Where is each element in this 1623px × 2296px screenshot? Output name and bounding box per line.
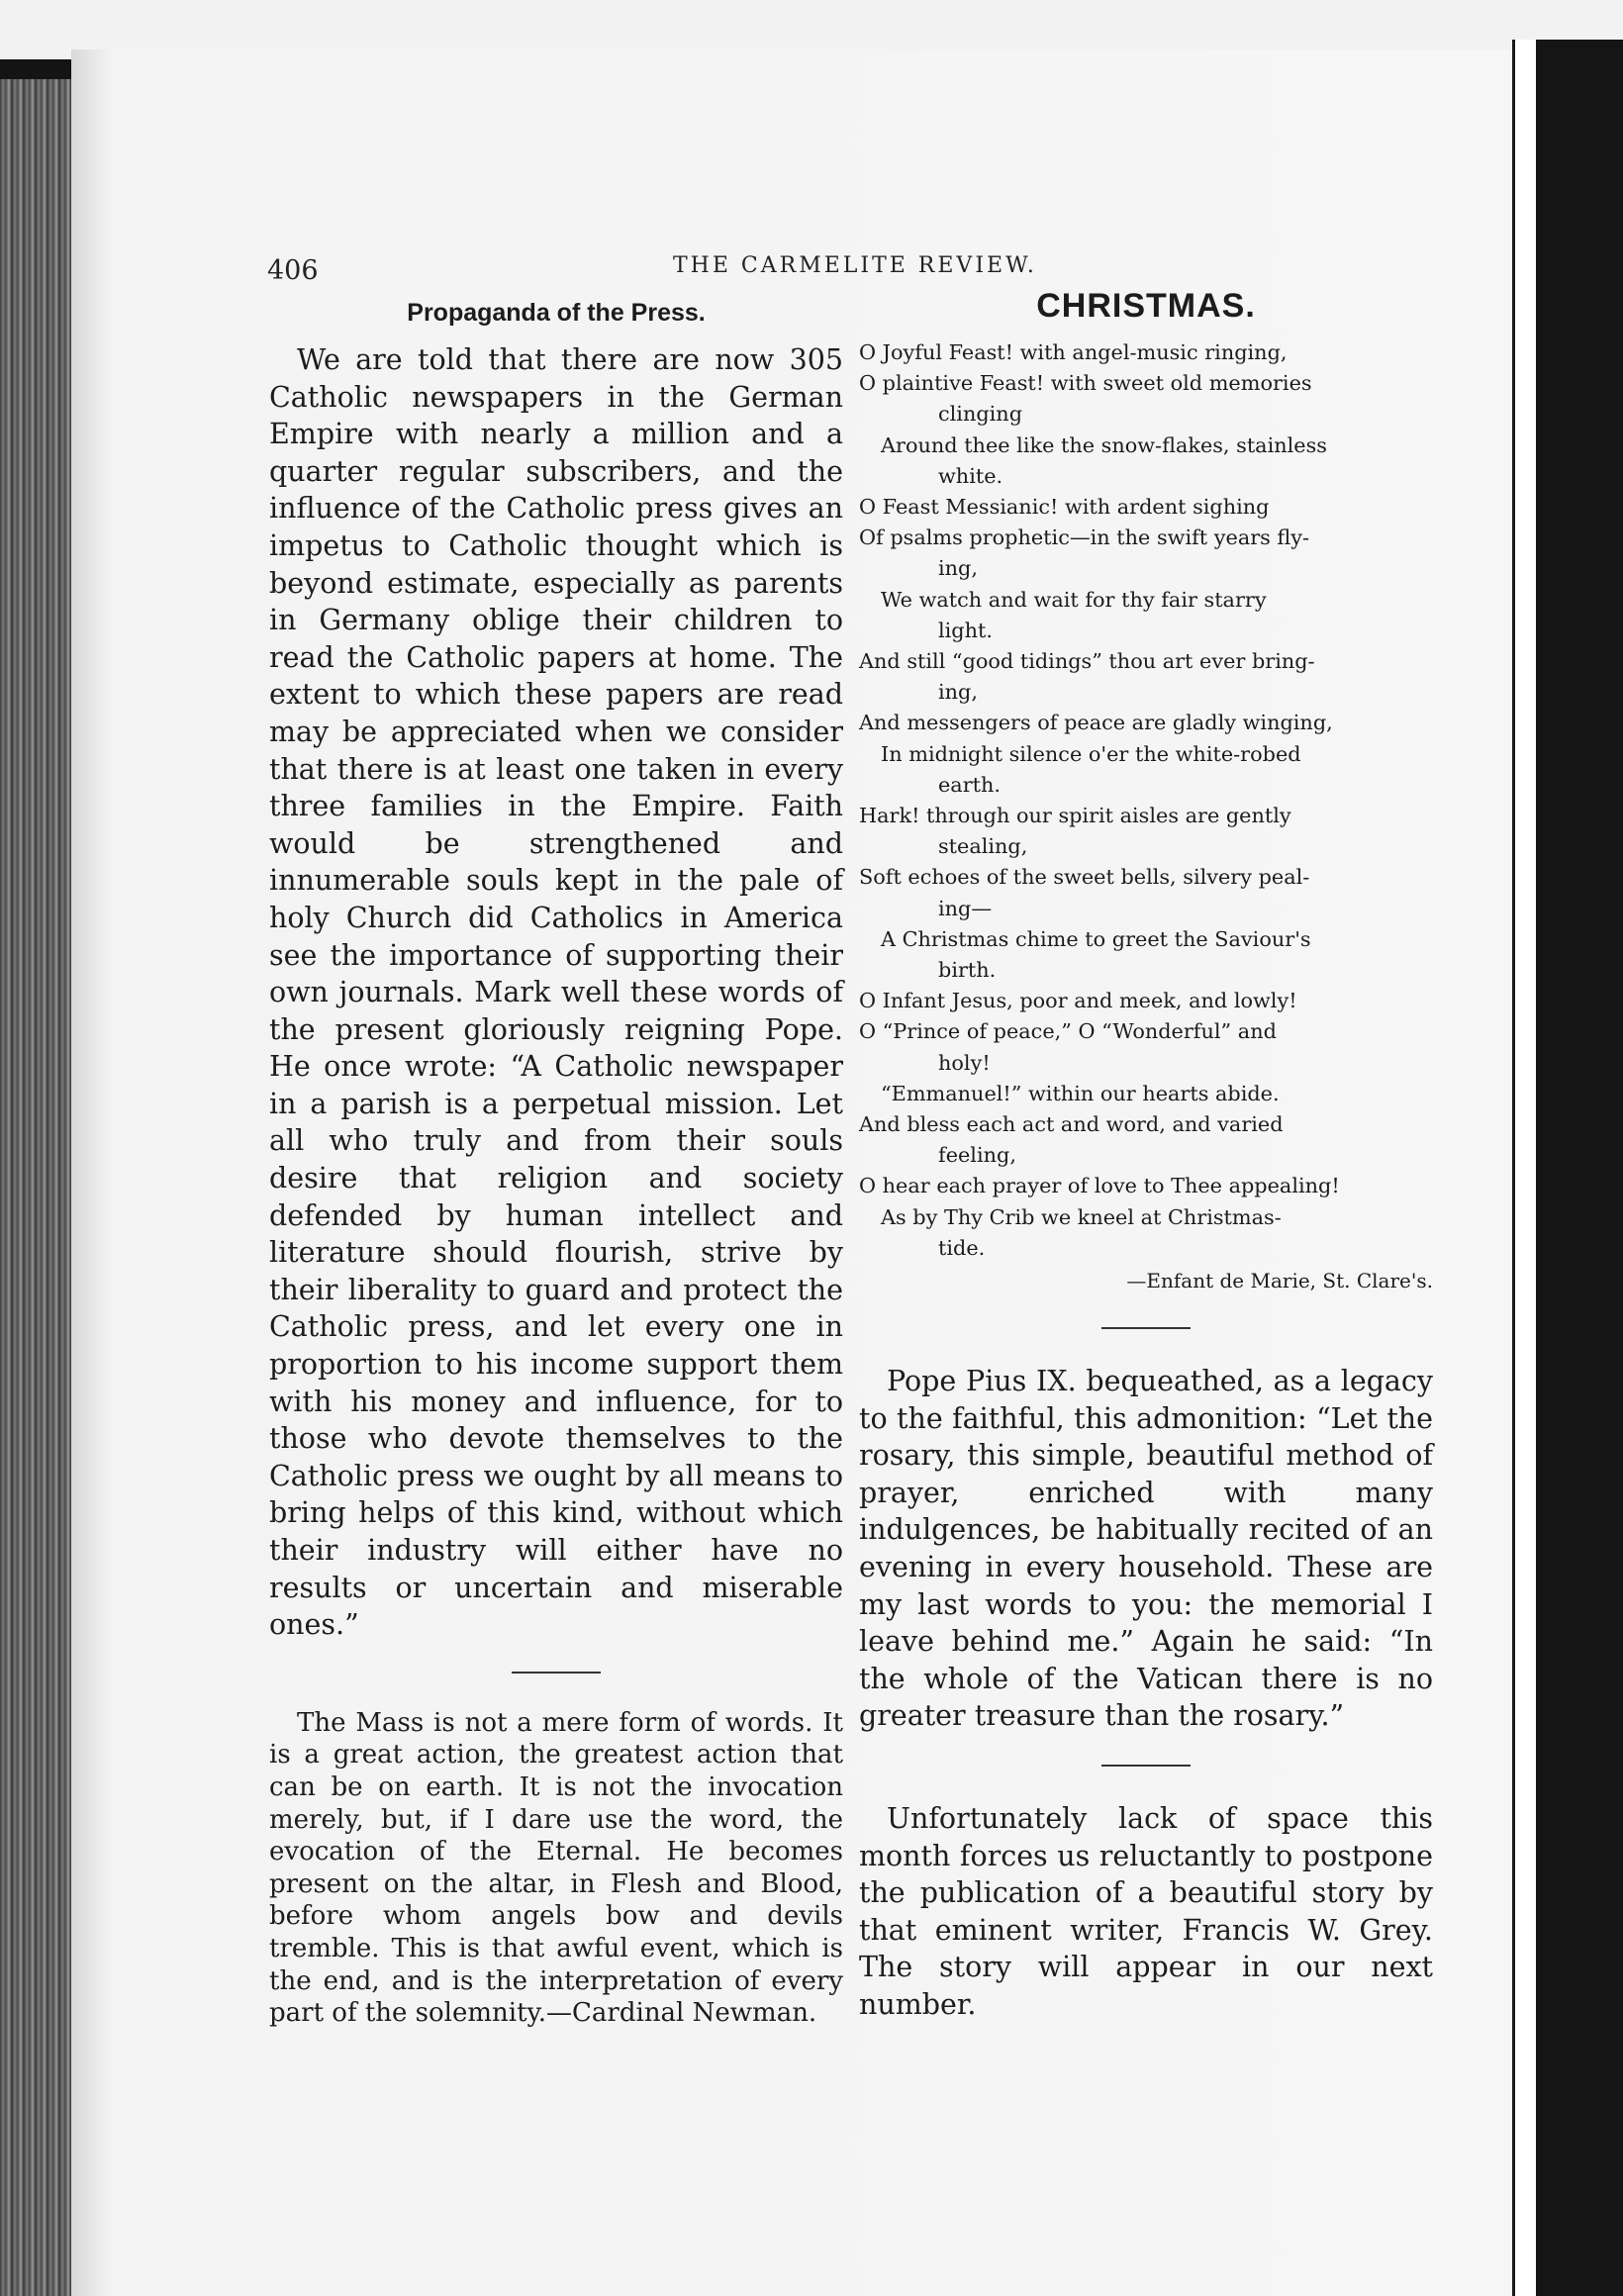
poem-line: stealing, <box>938 834 1028 859</box>
left-column <box>269 299 843 2030</box>
poem-line: In midnight silence o'er the white-robed <box>881 741 1301 766</box>
article-heading-propaganda: Propaganda of the Press. <box>407 299 706 327</box>
facing-page-edge <box>1512 40 1539 2296</box>
poem-line: O Feast Messianic! with ardent sighing <box>859 495 1270 520</box>
poem-line: holy! <box>938 1050 991 1075</box>
propaganda-paragraph: We are told that there are now 305 Catholic newspapers in the German Empire with nearly a million and a quarter regular subscribers, and the influence of the Catholic press gives an impetus to Catholic thought which is beyond estimate, especially as parents in Germany oblige their children to read the Catholic papers at home. The extent to which these papers are read may be appreciated when we consider that there is at least one taken in every three families in the Empire. Faith would be strengthened and innumerable souls kept in the pale of holy Church did Catholics in America see the importance of supporting their own journals. Mark well these words of the present gloriously reigning Pope. He once wrote: “A Catholic newspaper in a parish is a perpetual mission. Let all who truly and from their souls desire that religion and society defended by human intellect and literature should flourish, strive by their liberality to guard and protect the Catholic press, and let every one in proportion to his income support them with his money and influence, for to those who devote themselves to the Catholic press we ought by all means to bring helps of this kind, without which their industry will either have no results or uncertain and miserable ones.” <box>269 343 843 1642</box>
poem-signature: —Enfant de Marie, St. Clare's. <box>1126 1269 1433 1293</box>
running-title: THE CARMELITE REVIEW. <box>673 253 1037 278</box>
notice-paragraph: Unfortunately lack of space this month forces us reluctantly to postpone the publication of a beautiful story by that eminent writer, Francis W. Grey. The story will appear in our next number. <box>859 1802 1433 2021</box>
book-spine <box>0 79 79 2296</box>
section-divider <box>1101 1765 1191 1767</box>
page-number: 406 <box>267 255 319 286</box>
poem-line: Of psalms prophetic—in the swift years fly- <box>859 526 1310 550</box>
christmas-poem <box>859 337 1433 1264</box>
poem-line: light. <box>938 618 993 642</box>
poem-line: earth. <box>938 772 1002 797</box>
mass-paragraph: The Mass is not a mere form of words. It is a great action, the greatest action that can be on earth. It is not the invocation merely, but, if I dare use the word, the evocation of the Eternal. He becomes present on the altar, in Flesh and Blood, before whom angels bow and devils tremble. This is that awful event, which is the end, and is the interpretation of every part of the solemnity.—Cardinal Newman. <box>269 1707 843 2029</box>
poem-line: ing, <box>938 556 978 581</box>
poem-line: And bless each act and word, and varied <box>859 1112 1284 1137</box>
poem-line: birth. <box>938 958 997 983</box>
poem-line: ing— <box>938 896 993 920</box>
poem-line: O hear each prayer of love to Thee appealing! <box>859 1174 1340 1198</box>
poem-line: A Christmas chime to greet the Saviour's <box>881 926 1311 951</box>
poem-line: Hark! through our spirit aisles are gently <box>859 804 1291 828</box>
poem-line: O “Prince of peace,” O “Wonderful” and <box>859 1019 1277 1044</box>
poem-line: “Emmanuel!” within our hearts abide. <box>881 1081 1280 1105</box>
poem-line: Around thee like the snow-flakes, stainless <box>881 432 1327 457</box>
poem-line: Soft echoes of the sweet bells, silvery peal- <box>859 865 1310 890</box>
poem-line: And messengers of peace are gladly winging, <box>859 711 1333 735</box>
poem-line: And still “good tidings” thou art ever bring- <box>859 649 1315 674</box>
scan-dark-edge <box>1536 40 1623 2296</box>
section-divider <box>512 1672 601 1674</box>
poem-title: CHRISTMAS. <box>1036 287 1256 325</box>
poem-line: O Joyful Feast! with angel-music ringing, <box>859 340 1288 364</box>
section-divider <box>1101 1327 1191 1329</box>
poem-line: feeling, <box>938 1143 1016 1168</box>
poem-line: white. <box>938 463 1003 488</box>
poem-line: O Infant Jesus, poor and meek, and lowly! <box>859 989 1297 1013</box>
poem-line: We watch and wait for thy fair starry <box>881 587 1267 612</box>
rosary-paragraph: Pope Pius IX. bequeathed, as a legacy to the faithful, this admonition: “Let the rosary, this simple, beautiful method of prayer, enriched with many indulgences, be habitually recited of an evening in every household. These are my last words to you: the memorial I leave behind me.” Again he said: “In the whole of the Vatican there is no greater treasure than the rosary.” <box>859 1365 1433 1733</box>
poem-line: clinging <box>938 402 1023 427</box>
poem-line: O plaintive Feast! with sweet old memories <box>859 371 1312 396</box>
poem-line: ing, <box>938 680 978 705</box>
right-column <box>859 287 1433 2024</box>
poem-line: tide. <box>938 1235 986 1260</box>
poem-line: As by Thy Crib we kneel at Christmas- <box>881 1204 1282 1229</box>
